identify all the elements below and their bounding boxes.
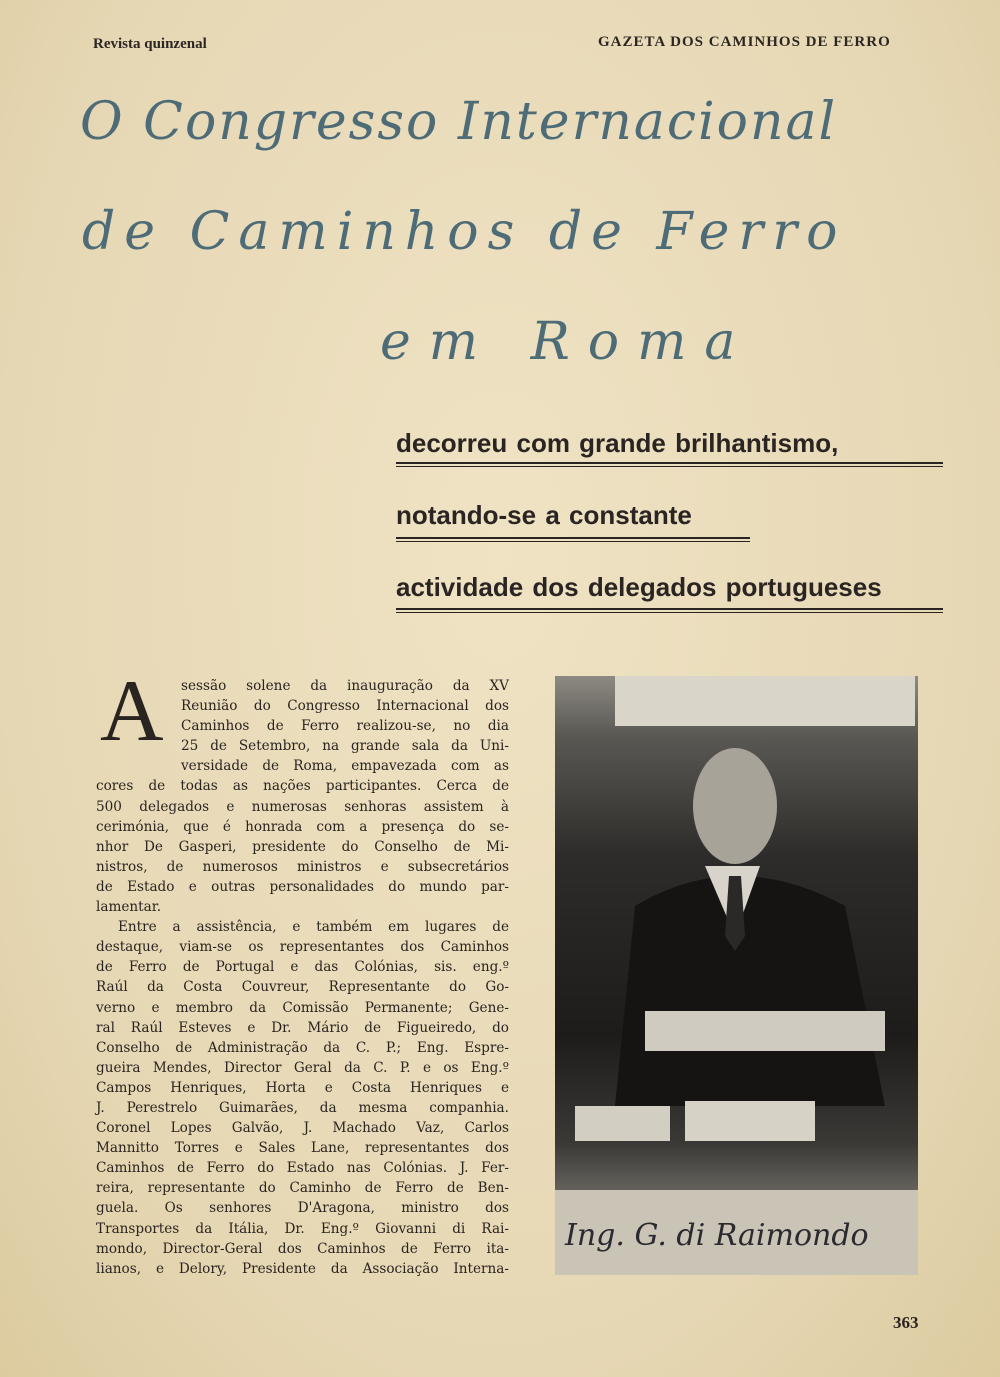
photo-portrait	[555, 676, 918, 1275]
article-line: ral Raúl Esteves e Dr. Mário de Figueiredo, do	[96, 1019, 509, 1036]
subtitle-line-3: actividade dos delegados portugueses	[396, 572, 882, 602]
article-line: reira, representante do Caminho de Ferro de Ben-	[96, 1180, 509, 1197]
subtitle-rule	[396, 608, 943, 613]
title-line-2: de Caminhos de Ferro	[82, 202, 847, 262]
article-line: gueira Mendes, Director Geral da C. P. e os Eng.º	[96, 1059, 509, 1076]
article-line: mondo, Director-Geral dos Caminhos de Ferro ita-	[96, 1240, 509, 1257]
signature: Ing. G. di Raimondo	[565, 1218, 869, 1253]
title-line-1: O Congresso Internacional	[80, 92, 838, 152]
article-line: 25 de Setembro, na grande sala da Uni-	[181, 738, 509, 755]
header-publication-title: GAZETA DOS CAMINHOS DE FERRO	[598, 34, 891, 50]
article-line: versidade de Roma, empavezada com as	[181, 758, 509, 775]
article-line: Reunião do Congresso Internacional dos	[181, 698, 509, 715]
article-line: sessão solene da inauguração da XV	[181, 678, 509, 694]
article-line: lamentar.	[96, 899, 162, 916]
article-line: cerimónia, que é honrada com a presença do se-	[96, 818, 509, 835]
article-line: destaque, viam-se os representantes dos Caminhos	[96, 939, 509, 956]
article-line: nhor De Gasperi, presidente do Conselho de Mi-	[96, 838, 509, 855]
article-line: Caminhos de Ferro realizou-se, no dia	[181, 718, 509, 735]
article-line: Raúl da Costa Couvreur, Representante do Go-	[96, 979, 509, 996]
article-line: Mannitto Torres e Sales Lane, representantes dos	[96, 1140, 509, 1157]
article-line: guela. Os senhores D'Aragona, ministro dos	[96, 1200, 509, 1217]
article-body	[96, 676, 509, 1279]
article-line: Entre a assistência, e também em lugares de	[118, 919, 509, 936]
article-line: verno e membro da Comissão Permanente; Gene-	[96, 999, 509, 1016]
page-number: 363	[893, 1313, 919, 1332]
article-line: Transportes da Itália, Dr. Eng.º Giovanni di Rai-	[96, 1220, 509, 1237]
portrait-figure	[555, 676, 918, 1275]
drop-cap: A	[100, 663, 164, 760]
article-line: lianos, e Delory, Presidente da Associação Interna-	[96, 1260, 509, 1277]
article-line: cores de todas as nações participantes. Cerca de	[96, 778, 509, 795]
article-line: de Ferro de Portugal e das Colónias, sis. eng.º	[96, 959, 509, 976]
article-line: nistros, de numerosos ministros e subsecretários	[96, 858, 509, 875]
subtitle-line-1: decorreu com grande brilhantismo,	[396, 428, 839, 458]
article-line: Caminhos de Ferro do Estado nas Colónias. J. Fer-	[96, 1160, 509, 1177]
header-left: Revista quinzenal	[93, 36, 207, 52]
title-line-3: em Roma	[380, 312, 754, 372]
subtitle-rule	[396, 537, 750, 542]
article-line: Conselho de Administração da C. P.; Eng. Espre-	[96, 1039, 509, 1056]
article-line: 500 delegados e numerosas senhoras assistem à	[96, 798, 509, 815]
subtitle-rule	[396, 462, 943, 467]
article-line: J. Perestrelo Guimarães, da mesma companhia.	[96, 1099, 509, 1116]
article-line: Campos Henriques, Horta e Costa Henriques e	[96, 1079, 509, 1096]
subtitle-line-2: notando-se a constante	[396, 500, 692, 530]
article-line: de Estado e outras personalidades do mundo par-	[96, 878, 509, 895]
article-line: Coronel Lopes Galvão, J. Machado Vaz, Carlos	[96, 1120, 509, 1137]
